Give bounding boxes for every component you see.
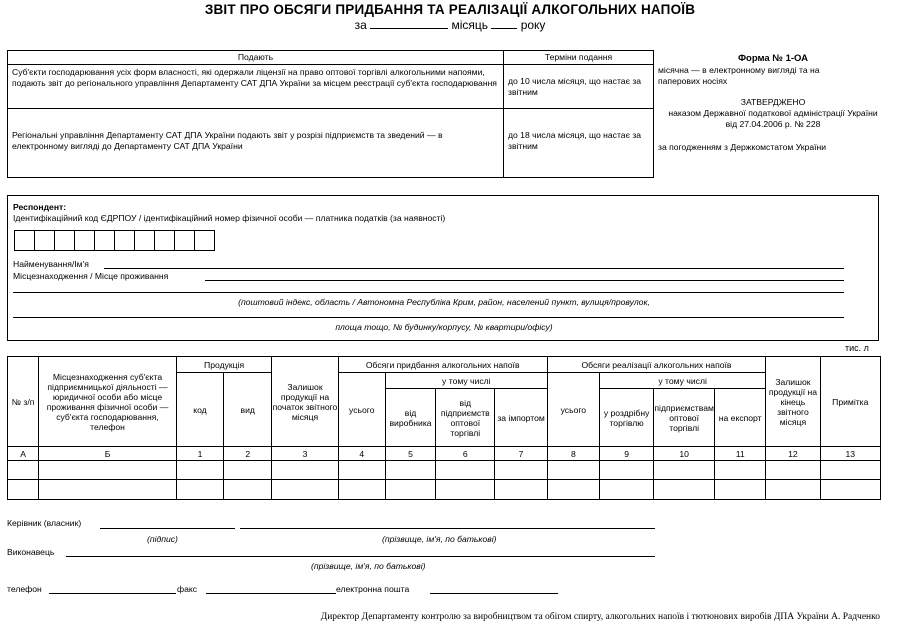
page-title: ЗВІТ ПРО ОБСЯГИ ПРИДБАННЯ ТА РЕАЛІЗАЦІЇ АЛКОГОЛЬНИХ НАПОЇВ (204, 2, 696, 17)
executor-name-hint: (прізвище, ім'я, по батькові) (311, 561, 426, 571)
table-cell[interactable] (8, 480, 39, 500)
col-number: А (8, 447, 39, 461)
col-to-wholesale-header: підприємствам оптової торгівлі (654, 389, 715, 447)
approval-date: від 27.04.2006 р. № 228 (725, 119, 821, 129)
year-blank[interactable] (491, 18, 517, 29)
table-cell[interactable] (176, 461, 223, 480)
col-number: 6 (436, 447, 495, 461)
table-cell[interactable] (599, 480, 653, 500)
phone-label: телефон (7, 584, 42, 594)
col-retail-header: у роздрібну торгівлю (599, 389, 653, 447)
form-number: Форма № 1-ОА (737, 53, 809, 64)
col-number: 3 (272, 447, 338, 461)
col-sales-total-header: усього (547, 373, 599, 447)
id-cell[interactable] (94, 230, 115, 251)
address-hint-2: площа тощо, № будинку/корпусу, № квартири/офісу) (335, 322, 553, 332)
units-label: тис. л (845, 343, 869, 353)
id-cell[interactable] (54, 230, 75, 251)
name-label: Найменування/Ім'я (13, 259, 89, 269)
id-cell[interactable] (14, 230, 35, 251)
col-number: 9 (599, 447, 653, 461)
footer-signature: Директор Департаменту контролю за виробництвом та обігом спирту, алкогольних напоїв і тютюнових виробів ДПА України А. Радченко (320, 612, 880, 622)
table-cell[interactable] (176, 480, 223, 500)
form-info (658, 53, 888, 153)
table-cell[interactable] (820, 480, 880, 500)
location-field[interactable] (205, 280, 844, 281)
year-label: року (520, 18, 546, 32)
table-cell[interactable] (715, 461, 766, 480)
head-signature-field[interactable] (100, 528, 235, 529)
col-balance-end-header: Залишок продукції на кінець звітного місяця (766, 357, 820, 447)
submit-row-who: Суб'єкти господарювання усіх форм власності, які одержали ліцензії на право оптової торгівлі алкогольними напоями, подають звіт до регіонального управління Департаменту САТ ДПА України за місцем реєстрації суб'єкта господарювання (8, 65, 504, 109)
table-cell[interactable] (495, 461, 547, 480)
table-cell[interactable] (599, 461, 653, 480)
submit-row-who: Регіональні управління Департаменту САТ ДПА України подають звіт у розрізі підприємств та зведений — в електронному вигляді до Департаменту САТ ДПА України (8, 109, 504, 178)
table-cell[interactable] (338, 461, 385, 480)
id-cell[interactable] (194, 230, 215, 251)
table-cell[interactable] (495, 480, 547, 500)
table-cell[interactable] (547, 480, 599, 500)
deadline-col-header: Терміни подання (504, 51, 654, 65)
address-hint-1: (поштовий індекс, область / Автономна Республіка Крим, район, населений пункт, вулиця/провулок, (238, 297, 650, 307)
approval-order: наказом Державної податкової адміністрації України (668, 108, 878, 118)
col-purchase-incl-header: у тому числі (385, 373, 547, 389)
respondent-heading: Респондент: (13, 202, 67, 212)
table-cell[interactable] (654, 461, 715, 480)
id-code-cells (15, 230, 215, 251)
period-for-label: за (354, 18, 367, 32)
id-cell[interactable] (174, 230, 195, 251)
col-note-header: Примітка (820, 357, 880, 447)
id-cell[interactable] (134, 230, 155, 251)
column-number-row (8, 447, 881, 461)
table-cell[interactable] (654, 480, 715, 500)
location-label: Місцезнаходження / Місце проживання (13, 271, 169, 281)
table-cell[interactable] (8, 461, 39, 480)
table-cell[interactable] (385, 480, 435, 500)
head-name-field[interactable] (240, 528, 655, 529)
col-code-header: код (176, 373, 223, 447)
col-number: 2 (224, 447, 272, 461)
respondent-box (7, 195, 879, 341)
email-label: електронна пошта (336, 584, 410, 594)
col-export-header: на експорт (715, 389, 766, 447)
table-cell[interactable] (766, 480, 820, 500)
col-purchase-header: Обсяги придбання алкогольних напоїв (338, 357, 547, 373)
submit-col-header: Подають (8, 51, 504, 65)
col-number: Б (39, 447, 177, 461)
respondent-id-label: Ідентифікаційний код ЄДРПОУ / ідентифікаційний номер фізичної особи — платника податків (за наявності) (13, 213, 446, 223)
approved-label: ЗАТВЕРДЖЕНО (740, 97, 806, 107)
col-number: 11 (715, 447, 766, 461)
col-sales-header: Обсяги реалізації алкогольних напоїв (547, 357, 766, 373)
table-cell[interactable] (820, 461, 880, 480)
table-cell[interactable] (39, 480, 177, 500)
executor-name-field[interactable] (66, 556, 655, 557)
head-name-hint: (прізвище, ім'я, по батькові) (382, 534, 497, 544)
month-blank[interactable] (370, 18, 448, 29)
fax-field[interactable] (206, 593, 336, 594)
col-no-header: № з/п (8, 357, 39, 447)
head-label: Керівник (власник) (7, 518, 82, 528)
col-number: 7 (495, 447, 547, 461)
table-cell[interactable] (715, 480, 766, 500)
signature-hint: (підпис) (147, 534, 178, 544)
col-location-header: Місцезнаходження суб'єкта підприємницької діяльності — юридичної особи або місце проживання фізичної особи — суб'єкта господарювання, телефон (39, 357, 177, 447)
month-label: місяць (451, 18, 488, 32)
col-from-wholesale-header: від підприємств оптової торгівлі (436, 389, 495, 447)
col-import-header: за імпортом (495, 389, 547, 447)
submit-row-deadline: до 10 числа місяця, що настає за звітним (504, 65, 654, 109)
table-cell[interactable] (766, 461, 820, 480)
table-cell[interactable] (547, 461, 599, 480)
id-cell[interactable] (154, 230, 175, 251)
form-periodicity: місячна — в електронному вигляді та на паперових носіях (658, 65, 820, 86)
col-number: 12 (766, 447, 820, 461)
col-number: 13 (820, 447, 880, 461)
table-cell[interactable] (385, 461, 435, 480)
id-cell[interactable] (34, 230, 55, 251)
address-field-line3[interactable] (13, 317, 844, 318)
col-number: 5 (385, 447, 435, 461)
phone-field[interactable] (49, 593, 176, 594)
col-sales-incl-header: у тому числі (599, 373, 765, 389)
col-number: 8 (547, 447, 599, 461)
table-cell[interactable] (436, 480, 495, 500)
col-number: 4 (338, 447, 385, 461)
name-field[interactable] (104, 268, 844, 269)
table-row (8, 461, 881, 480)
agreed-label: за погодженням з Держкомстатом України (658, 142, 827, 152)
table-cell[interactable] (338, 480, 385, 500)
id-cell[interactable] (114, 230, 135, 251)
location-field-line2[interactable] (13, 292, 844, 293)
col-number: 1 (176, 447, 223, 461)
submit-row-deadline: до 18 числа місяця, що настає за звітним (504, 109, 654, 178)
submission-table (7, 50, 654, 178)
col-kind-header: вид (224, 373, 272, 447)
executor-label: Виконавець (7, 547, 55, 557)
table-cell[interactable] (436, 461, 495, 480)
col-product-header: Продукція (176, 357, 271, 373)
table-row (8, 480, 881, 500)
col-purchase-total-header: усього (338, 373, 385, 447)
col-number: 10 (654, 447, 715, 461)
table-cell[interactable] (224, 480, 272, 500)
main-report-table (7, 356, 881, 500)
report-period (0, 18, 900, 32)
fax-label: факс (177, 584, 198, 594)
id-cell[interactable] (74, 230, 95, 251)
col-from-producer-header: від виробника (385, 389, 435, 447)
table-cell[interactable] (39, 461, 177, 480)
email-field[interactable] (430, 593, 558, 594)
col-balance-start-header: Залишок продукції на початок звітного місяця (272, 357, 338, 447)
table-cell[interactable] (272, 461, 338, 480)
table-cell[interactable] (272, 480, 338, 500)
table-cell[interactable] (224, 461, 272, 480)
